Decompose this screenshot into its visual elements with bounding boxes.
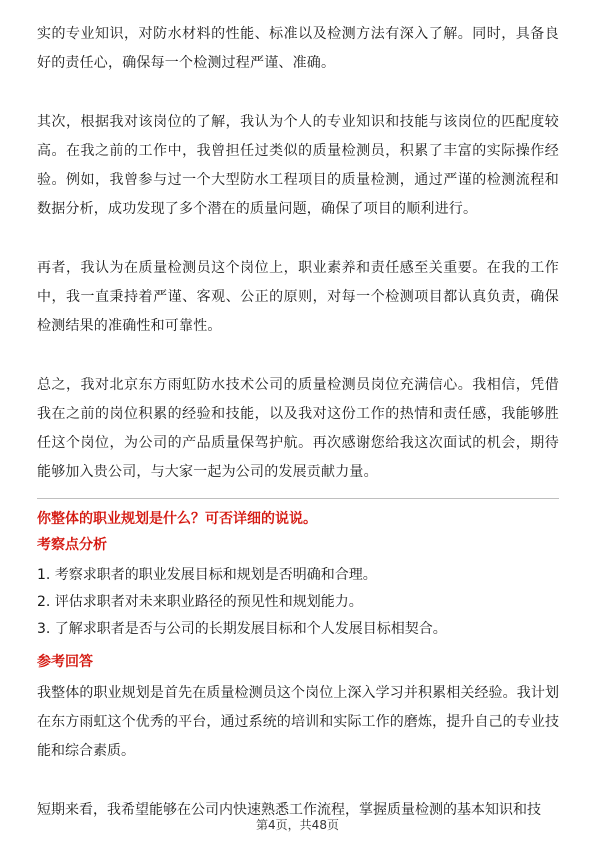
- body-paragraph-1: 实的专业知识，对防水材料的性能、标准以及检测方法有深入了解。同时，具备良好的责任心，确保每一个检测过程严谨、准确。: [37, 26, 559, 71]
- reference-heading: 参考回答: [37, 654, 93, 670]
- analysis-list: [37, 562, 559, 643]
- page-content: [37, 20, 559, 855]
- reference-paragraph-1: 我整体的职业规划是首先在质量检测员这个岗位上深入学习并积累相关经验。我计划在东方雨虹这个优秀的平台，通过系统的培训和实际工作的磨炼，提升自己的专业技能和综合素质。: [37, 685, 559, 759]
- analysis-point-2: 2. 评估求职者对未来职业路径的预见性和规划能力。: [37, 594, 363, 610]
- interview-question: 你整体的职业规划是什么？可否详细的说说。: [37, 511, 317, 527]
- analysis-point-1: 1. 考察求职者的职业发展目标和规划是否明确和合理。: [37, 567, 377, 583]
- page-number-footer: 第4页，共48页: [256, 818, 339, 832]
- body-paragraph-3: 再者，我认为在质量检测员这个岗位上，职业素养和责任感至关重要。在我的工作中，我一直秉持着严谨、客观、公正的原则，对每一个检测项目都认真负责，确保检测结果的准确性和可靠性。: [37, 260, 559, 334]
- body-paragraph-2: 其次，根据我对该岗位的了解，我认为个人的专业知识和技能与该岗位的匹配度较高。在我之前的工作中，我曾担任过类似的质量检测员，积累了丰富的实际操作经验。例如，我曾参与过一个大型防水工程项目的质量检测，通过严谨的检测流程和数据分析，成功发现了多个潜在的质量问题，确保了项目的顺利进行。: [37, 114, 559, 217]
- analysis-point-3: 3. 了解求职者是否与公司的长期发展目标和个人发展目标相契合。: [37, 621, 447, 637]
- section-divider: [37, 498, 559, 499]
- reference-paragraph-2: 短期来看，我希望能够在公司内快速熟悉工作流程，掌握质量检测的基本知识和技: [37, 802, 541, 818]
- analysis-heading: 考察点分析: [37, 537, 107, 553]
- body-paragraph-4: 总之，我对北京东方雨虹防水技术公司的质量检测员岗位充满信心。我相信，凭借我在之前的岗位积累的经验和技能，以及我对这份工作的热情和责任感，我能够胜任这个岗位，为公司的产品质量保驾护航。再次感谢您给我这次面试的机会，期待能够加入贵公司，与大家一起为公司的发展贡献力量。: [37, 377, 559, 480]
